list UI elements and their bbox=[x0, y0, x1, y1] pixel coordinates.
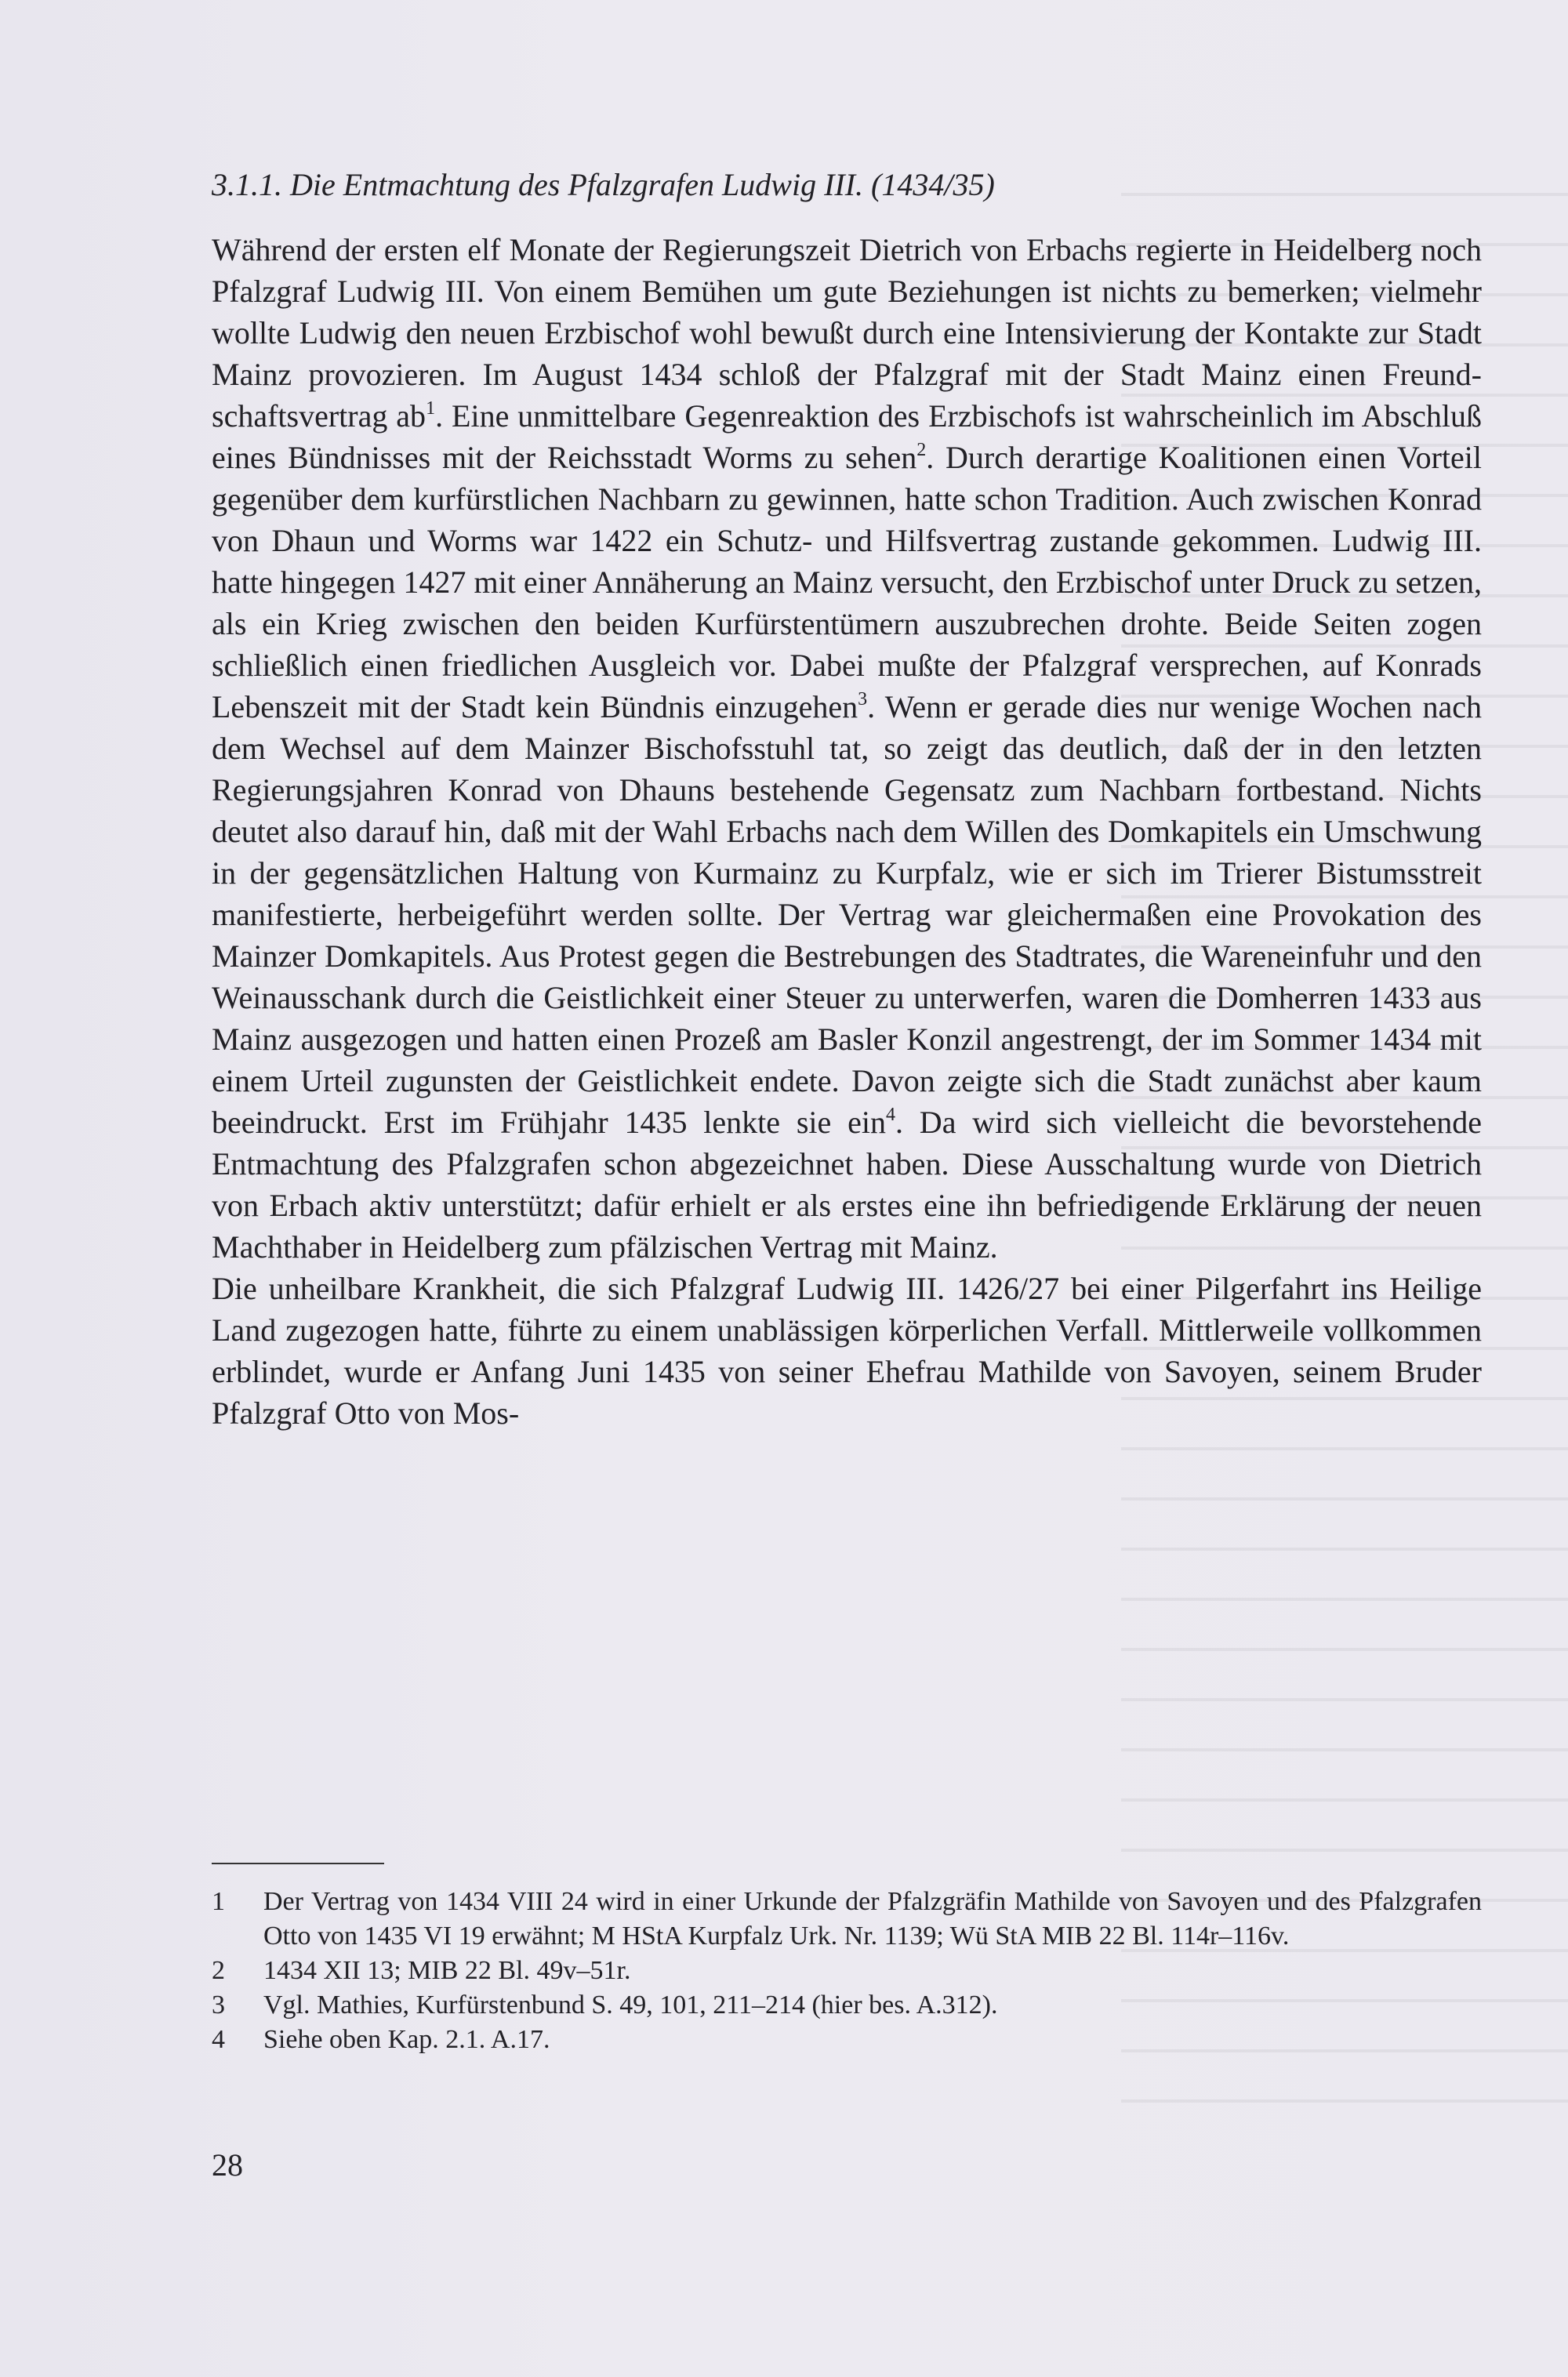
footnote-number: 4 bbox=[212, 2025, 225, 2054]
body-paragraph bbox=[212, 1268, 1482, 1434]
body-text bbox=[212, 229, 1482, 1434]
footnote-number: 1 bbox=[212, 1887, 225, 1916]
footnote bbox=[212, 1988, 1482, 2023]
footnote bbox=[212, 2023, 1482, 2057]
footnotes bbox=[212, 1885, 1482, 2057]
text-run: Während der ersten elf Monate der Regierungszeit Dietrich von Erbachs regierte in Heidelberg noch Pfalzgraf Ludwig III. Von einem Bemühen um gute Beziehungen ist nichts zu bemerken; vielmehr wollte Ludwig den neuen Erzbischof wohl bewußt durch eine Intensivierung der Kontakte zur Stadt Mainz provozieren. Im August 1434 schloß der Pfalzgraf mit der Stadt Mainz einen Freundschaftsvertrag ab bbox=[212, 232, 1482, 434]
footnote-reference: 2 bbox=[916, 440, 927, 460]
footnote-number: 3 bbox=[212, 1991, 225, 2020]
footnote-reference: 1 bbox=[426, 398, 436, 419]
footnote-text: Der Vertrag von 1434 VIII 24 wird in einer Urkunde der Pfalzgräfin Mathilde von Savoyen und des Pfalzgrafen Otto von 1435 VI 19 erwähnt; M HStA Kurpfalz Urk. Nr. 1139; Wü StA MIB 22 Bl. 114r–116v. bbox=[263, 1887, 1482, 1951]
footnote-reference: 4 bbox=[885, 1105, 895, 1125]
footnote bbox=[212, 1954, 1482, 1988]
footnote-text: Vgl. Mathies, Kurfürstenbund S. 49, 101, 211–214 (hier bes. A.312). bbox=[263, 1991, 998, 2020]
footnote-separator bbox=[212, 1863, 384, 1864]
section-heading: 3.1.1. Die Entmachtung des Pfalzgrafen Ludwig III. (1434/35) bbox=[212, 167, 995, 202]
text-run: Die unheilbare Krankheit, die sich Pfalzgraf Ludwig III. 1426/27 bei einer Pilgerfahrt ins Heilige Land zugezogen hatte, führte zu einem unablässigen körperlichen Verfall. Mittlerweile vollkommen erblindet, wurde er Anfang Juni 1435 von seiner Ehefrau Mathilde von Savoyen, seinem Bruder Pfalzgraf Otto von Mos- bbox=[212, 1271, 1482, 1431]
text-run: . Da wird sich vielleicht die bevorstehende Entmachtung des Pfalzgrafen schon abgezeichnet haben. Diese Ausschaltung wurde von Dietrich von Erbach aktiv unterstützt; dafür erhielt er als erstes eine ihn befriedigende Erklärung der neuen Machthaber in Heidelberg zum pfälzischen Vertrag mit Mainz. bbox=[212, 1105, 1482, 1265]
page-number: 28 bbox=[212, 2147, 243, 2183]
footnote-text: 1434 XII 13; MIB 22 Bl. 49v–51r. bbox=[263, 1956, 631, 1985]
text-run: . Durch derartige Koalitionen einen Vorteil gegenüber dem kurfürstlichen Nachbarn zu gewinnen, hatte schon Tradition. Auch zwischen Konrad von Dhaun und Worms war 1422 ein Schutz- und Hilfsvertrag zustande gekommen. Ludwig III. hatte hingegen 1427 mit einer Annäherung an Mainz versucht, den Erzbischof unter Druck zu setzen, als ein Krieg zwischen den beiden Kurfürstentümern auszubrechen drohte. Beide Seiten zogen schließlich einen friedlichen Ausgleich vor. Dabei mußte der Pfalzgraf versprechen, auf Konrads Lebenszeit mit der Stadt kein Bündnis einzugehen bbox=[212, 440, 1483, 724]
body-paragraph bbox=[212, 229, 1482, 1268]
footnote-number: 2 bbox=[212, 1956, 225, 1985]
main-column bbox=[212, 166, 1482, 1434]
footnote bbox=[212, 1885, 1482, 1954]
text-run: . Eine unmittelbare Gegenreaktion des Erzbischofs ist wahrscheinlich im Abschluß eines Bündnisses mit der Reichsstadt Worms zu sehen bbox=[212, 398, 1483, 475]
footnote-reference: 3 bbox=[858, 689, 868, 709]
footnote-text: Siehe oben Kap. 2.1. A.17. bbox=[263, 2025, 550, 2054]
text-run: . Wenn er gerade dies nur wenige Wochen nach dem Wechsel auf dem Mainzer Bischofsstuhl tat, so zeigt das deutlich, daß der in den letzten Regierungsjahren Konrad von Dhauns bestehende Gegensatz zum Nachbarn fortbestand. Nichts deutet also darauf hin, daß mit der Wahl Erbachs nach dem Willen des Domkapitels ein Umschwung in der gegensätzlichen Haltung von Kurmainz zu Kurpfalz, wie er sich im Trierer Bistumsstreit manifestierte, herbeigeführt werden sollte. Der Vertrag war gleichermaßen eine Provokation des Mainzer Domkapitels. Aus Protest gegen die Bestrebungen des Stadtrates, die Wareneinfuhr und den Weinausschank durch die Geistlichkeit einer Steuer zu unterwerfen, waren die Domherren 1433 aus Mainz ausgezogen und hatten einen Prozeß am Basler Konzil angestrengt, der im Sommer 1434 mit einem Urteil zugunsten der Geistlichkeit endete. Davon zeigte sich die Stadt zunächst aber kaum beeindruckt. Erst im Frühjahr 1435 lenkte sie ein bbox=[212, 689, 1483, 1140]
